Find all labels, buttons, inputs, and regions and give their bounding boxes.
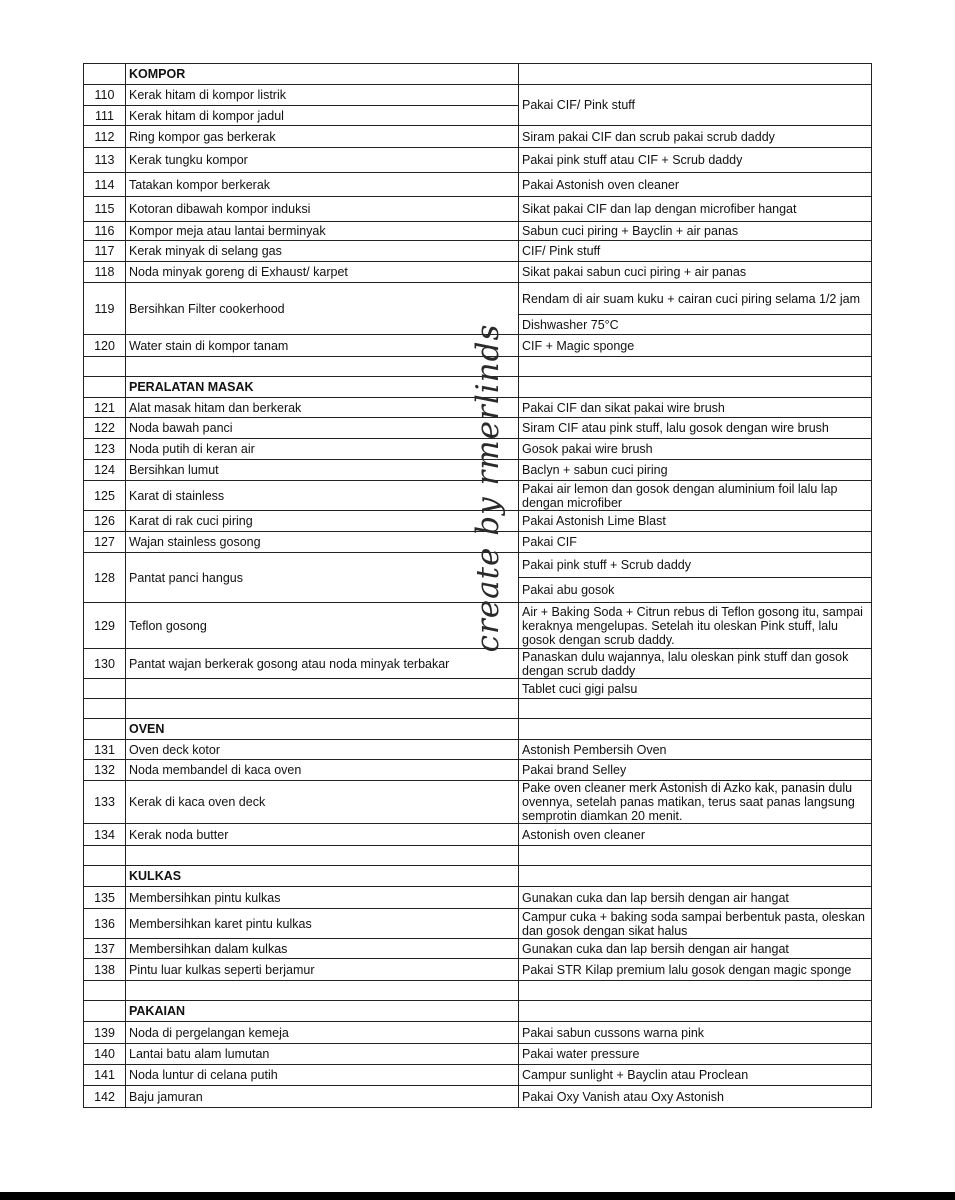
problem-cell: Noda bawah panci <box>126 418 519 439</box>
problem-cell: Ring kompor gas berkerak <box>126 126 519 148</box>
table-row <box>84 241 872 262</box>
problem-cell: Wajan stainless gosong <box>126 532 519 553</box>
row-number: 136 <box>84 909 126 939</box>
table-row <box>84 1086 872 1108</box>
row-number: 121 <box>84 398 126 418</box>
problem-cell: Kotoran dibawah kompor induksi <box>126 197 519 222</box>
solution-cell: Baclyn + sabun cuci piring <box>519 460 872 481</box>
solution-cell: Sikat pakai CIF dan lap dengan microfiber hangat <box>519 197 872 222</box>
row-number: 135 <box>84 887 126 909</box>
solution-cell: Siram CIF atau pink stuff, lalu gosok dengan wire brush <box>519 418 872 439</box>
table-body <box>84 64 872 1108</box>
row-number: 110 <box>84 85 126 106</box>
section-title: PAKAIAN <box>126 1001 519 1022</box>
table-row <box>84 460 872 481</box>
solution-cell: Campur sunlight + Bayclin atau Proclean <box>519 1065 872 1086</box>
table-row <box>84 679 872 699</box>
row-number: 113 <box>84 148 126 173</box>
table-row <box>84 740 872 760</box>
problem-cell: Noda membandel di kaca oven <box>126 760 519 781</box>
problem-cell: Kompor meja atau lantai berminyak <box>126 222 519 241</box>
row-number: 142 <box>84 1086 126 1108</box>
row-number: 117 <box>84 241 126 262</box>
empty-cell <box>519 357 872 377</box>
solution-cell: Pakai pink stuff + Scrub daddy <box>519 553 872 578</box>
table-row <box>84 887 872 909</box>
table-row <box>84 173 872 197</box>
solution-cell: Pakai STR Kilap premium lalu gosok dengan magic sponge <box>519 959 872 981</box>
problem-cell: Oven deck kotor <box>126 740 519 760</box>
solution-cell: Tablet cuci gigi palsu <box>519 679 872 699</box>
watermark-text: create by rmerlinds <box>470 323 506 653</box>
row-number: 123 <box>84 439 126 460</box>
solution-cell: Air + Baking Soda + Citrun rebus di Teflon gosong itu, sampai keraknya mengelupas. Setelah itu oleskan Pink stuff, lalu gosok dengan scrub daddy. <box>519 603 872 649</box>
row-number: 128 <box>84 553 126 603</box>
problem-cell: Noda putih di keran air <box>126 439 519 460</box>
problem-cell: Bersihkan lumut <box>126 460 519 481</box>
spacer-row <box>84 357 872 377</box>
solution-cell: Gunakan cuka dan lap bersih dengan air hangat <box>519 887 872 909</box>
empty-cell <box>84 719 126 740</box>
table-row <box>84 335 872 357</box>
problem-cell: Karat di stainless <box>126 481 519 511</box>
solution-cell: Dishwasher 75°C <box>519 315 872 335</box>
row-number: 124 <box>84 460 126 481</box>
empty-cell <box>519 64 872 85</box>
table-row <box>84 126 872 148</box>
problem-cell: Teflon gosong <box>126 603 519 649</box>
table-row <box>84 262 872 283</box>
row-number: 131 <box>84 740 126 760</box>
solution-cell: Pakai Oxy Vanish atau Oxy Astonish <box>519 1086 872 1108</box>
row-number: 129 <box>84 603 126 649</box>
empty-cell <box>519 1001 872 1022</box>
table-row <box>84 909 872 939</box>
empty-cell <box>519 377 872 398</box>
table-row <box>84 959 872 981</box>
table-row <box>84 532 872 553</box>
empty-cell <box>126 846 519 866</box>
solution-cell: Pakai pink stuff atau CIF + Scrub daddy <box>519 148 872 173</box>
solution-cell: Pakai Astonish Lime Blast <box>519 511 872 532</box>
empty-cell <box>84 357 126 377</box>
table-row <box>84 1044 872 1065</box>
solution-cell: Gunakan cuka dan lap bersih dengan air hangat <box>519 939 872 959</box>
problem-cell: Noda luntur di celana putih <box>126 1065 519 1086</box>
row-number: 126 <box>84 511 126 532</box>
section-title: OVEN <box>126 719 519 740</box>
solution-cell: Pakai air lemon dan gosok dengan aluminium foil lalu lap dengan microfiber <box>519 481 872 511</box>
empty-cell <box>126 981 519 1001</box>
table-row <box>84 222 872 241</box>
table-row <box>84 197 872 222</box>
solution-cell: Gosok pakai wire brush <box>519 439 872 460</box>
problem-cell: Membersihkan dalam kulkas <box>126 939 519 959</box>
empty-cell <box>126 357 519 377</box>
table-row <box>84 603 872 649</box>
section-header-row <box>84 64 872 85</box>
spacer-row <box>84 699 872 719</box>
empty-cell <box>84 699 126 719</box>
row-number: 134 <box>84 824 126 846</box>
row-number: 137 <box>84 939 126 959</box>
solution-cell: Pakai abu gosok <box>519 578 872 603</box>
problem-cell: Karat di rak cuci piring <box>126 511 519 532</box>
table-row <box>84 148 872 173</box>
row-number: 138 <box>84 959 126 981</box>
section-header-row <box>84 719 872 740</box>
empty-cell <box>519 846 872 866</box>
problem-cell: Membersihkan pintu kulkas <box>126 887 519 909</box>
table-row <box>84 824 872 846</box>
problem-cell: Membersihkan karet pintu kulkas <box>126 909 519 939</box>
row-number: 119 <box>84 283 126 335</box>
problem-cell: Noda di pergelangan kemeja <box>126 1022 519 1044</box>
spacer-row <box>84 846 872 866</box>
problem-cell: Kerak hitam di kompor listrik <box>126 85 519 106</box>
table-row <box>84 649 872 679</box>
table-row <box>84 939 872 959</box>
solution-cell: Astonish Pembersih Oven <box>519 740 872 760</box>
section-title: KULKAS <box>126 866 519 887</box>
problem-cell: Pantat panci hangus <box>126 553 519 603</box>
solution-cell: Pakai sabun cussons warna pink <box>519 1022 872 1044</box>
problem-cell: Lantai batu alam lumutan <box>126 1044 519 1065</box>
empty-cell <box>519 866 872 887</box>
row-number: 141 <box>84 1065 126 1086</box>
problem-cell: Kerak hitam di kompor jadul <box>126 106 519 126</box>
table-row <box>84 439 872 460</box>
row-number: 140 <box>84 1044 126 1065</box>
solution-cell: Pakai CIF dan sikat pakai wire brush <box>519 398 872 418</box>
solution-cell: Rendam di air suam kuku + cairan cuci piring selama 1/2 jam <box>519 283 872 315</box>
solution-cell: Campur cuka + baking soda sampai berbentuk pasta, oleskan dan gosok dengan sikat halus <box>519 909 872 939</box>
table-row <box>84 398 872 418</box>
problem-cell <box>126 679 519 699</box>
problem-cell: Tatakan kompor berkerak <box>126 173 519 197</box>
solution-cell: Sabun cuci piring + Bayclin + air panas <box>519 222 872 241</box>
problem-cell: Kerak minyak di selang gas <box>126 241 519 262</box>
row-number: 120 <box>84 335 126 357</box>
empty-cell <box>84 377 126 398</box>
solution-cell: Pakai Astonish oven cleaner <box>519 173 872 197</box>
cleaning-tips-table <box>83 63 872 1108</box>
row-number: 122 <box>84 418 126 439</box>
table-row <box>84 1022 872 1044</box>
row-number: 132 <box>84 760 126 781</box>
empty-cell <box>84 981 126 1001</box>
empty-cell <box>84 846 126 866</box>
problem-cell: Pintu luar kulkas seperti berjamur <box>126 959 519 981</box>
empty-cell <box>84 866 126 887</box>
row-number: 112 <box>84 126 126 148</box>
solution-cell: Panaskan dulu wajannya, lalu oleskan pink stuff dan gosok dengan scrub daddy <box>519 649 872 679</box>
empty-cell <box>84 1001 126 1022</box>
problem-cell: Alat masak hitam dan berkerak <box>126 398 519 418</box>
section-header-row <box>84 866 872 887</box>
table-row <box>84 760 872 781</box>
row-number: 115 <box>84 197 126 222</box>
solution-cell: Astonish oven cleaner <box>519 824 872 846</box>
table-row <box>84 418 872 439</box>
problem-cell: Kerak di kaca oven deck <box>126 781 519 824</box>
problem-cell: Kerak tungku kompor <box>126 148 519 173</box>
table-row <box>84 511 872 532</box>
table-row <box>84 85 872 106</box>
empty-cell <box>519 981 872 1001</box>
problem-cell: Water stain di kompor tanam <box>126 335 519 357</box>
row-number: 125 <box>84 481 126 511</box>
solution-cell: Sikat pakai sabun cuci piring + air panas <box>519 262 872 283</box>
empty-cell <box>519 699 872 719</box>
section-header-row <box>84 377 872 398</box>
empty-cell <box>84 64 126 85</box>
row-number: 127 <box>84 532 126 553</box>
solution-cell: Pakai CIF <box>519 532 872 553</box>
section-title: KOMPOR <box>126 64 519 85</box>
solution-cell: Pake oven cleaner merk Astonish di Azko kak, panasin dulu ovennya, setelah panas matikan, terus saat panas langsung semprotin diamkan 20 menit. <box>519 781 872 824</box>
problem-cell: Bersihkan Filter cookerhood <box>126 283 519 335</box>
solution-cell: Pakai brand Selley <box>519 760 872 781</box>
solution-cell: CIF + Magic sponge <box>519 335 872 357</box>
row-number <box>84 679 126 699</box>
solution-cell: Siram pakai CIF dan scrub pakai scrub daddy <box>519 126 872 148</box>
section-title: PERALATAN MASAK <box>126 377 519 398</box>
section-header-row <box>84 1001 872 1022</box>
table-row <box>84 481 872 511</box>
problem-cell: Kerak noda butter <box>126 824 519 846</box>
table-row <box>84 1065 872 1086</box>
problem-cell: Noda minyak goreng di Exhaust/ karpet <box>126 262 519 283</box>
solution-cell: Pakai water pressure <box>519 1044 872 1065</box>
row-number: 130 <box>84 649 126 679</box>
problem-cell: Baju jamuran <box>126 1086 519 1108</box>
solution-cell: Pakai CIF/ Pink stuff <box>519 85 872 126</box>
row-number: 114 <box>84 173 126 197</box>
row-number: 116 <box>84 222 126 241</box>
problem-cell: Pantat wajan berkerak gosong atau noda minyak terbakar <box>126 649 519 679</box>
row-number: 139 <box>84 1022 126 1044</box>
solution-cell: CIF/ Pink stuff <box>519 241 872 262</box>
table-row <box>84 781 872 824</box>
empty-cell <box>519 719 872 740</box>
spacer-row <box>84 981 872 1001</box>
table-row <box>84 283 872 315</box>
row-number: 118 <box>84 262 126 283</box>
table-row <box>84 553 872 578</box>
empty-cell <box>126 699 519 719</box>
row-number: 133 <box>84 781 126 824</box>
row-number: 111 <box>84 106 126 126</box>
